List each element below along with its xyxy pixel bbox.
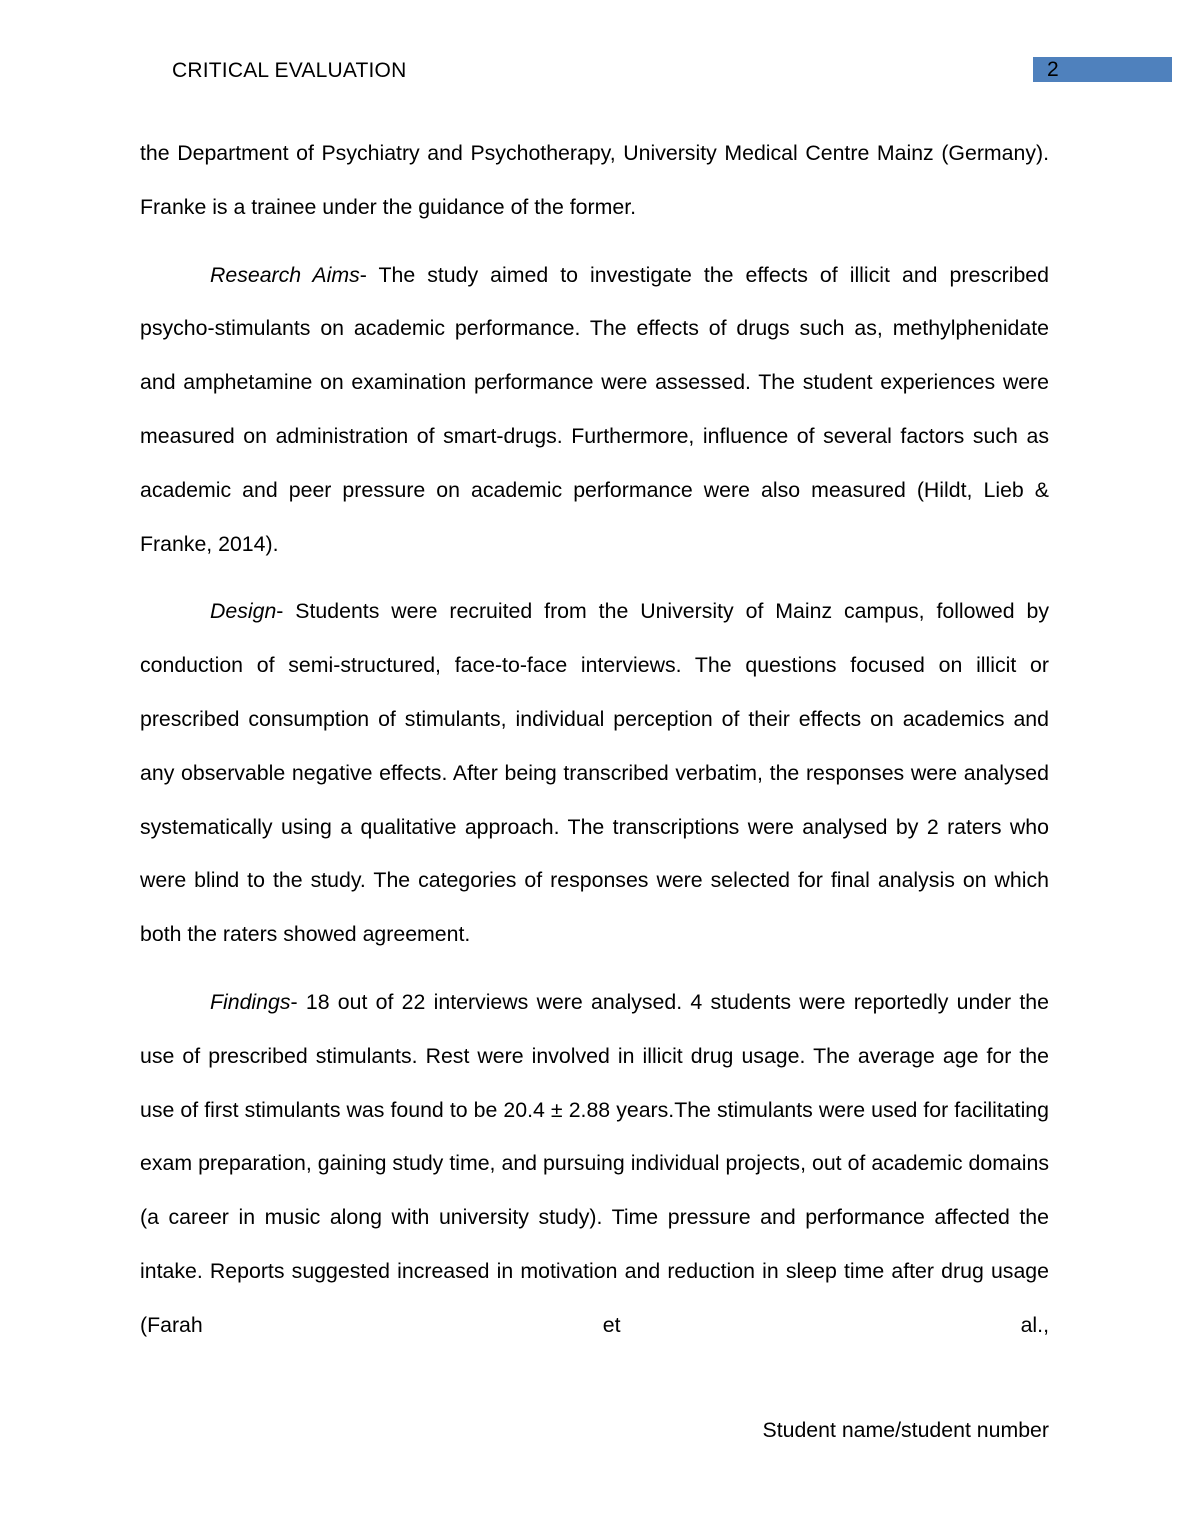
paragraph-intro-continuation <box>140 127 1049 235</box>
page-number-box <box>1033 57 1172 82</box>
paragraph-lead: Research Aims <box>210 262 360 287</box>
paragraph-design <box>140 585 1049 962</box>
paragraph-lead: Design <box>210 599 277 624</box>
page-number: 2 <box>1047 58 1059 81</box>
paragraph-text: - Students were recruited from the University of Mainz campus, followed by conduction of semi-structured, face-to-face interviews. The questions focused on illicit or prescribed consumption of stimulants, individual perception of their effects on academics and any observable negative effects. After being transcribed verbatim, the responses were analysed systematically using a qualitative approach. The transcriptions were analysed by 2 raters who were blind to the study. The categories of responses were selected for final analysis on which both the raters showed agreement. <box>140 599 1049 947</box>
paragraph-text: - 18 out of 22 interviews were analysed. 4 students were reportedly under the use of prescribed stimulants. Rest were involved in illicit drug usage. The average age for the use of first stimulants was found to be 20.4 ± 2.88 years.The stimulants were used for facilitating exam preparation, gaining study time, and pursuing individual projects, out of academic domains (a career in music along with university study). Time pressure and performance affected the intake. Reports suggested increased in motivation and reduction in sleep time after drug usage (Farah et al., <box>140 989 1049 1337</box>
paragraph-lead: Findings <box>210 989 291 1014</box>
paragraph-text: - The study aimed to investigate the effects of illicit and prescribed psycho-stimulants on academic performance. The effects of drugs such as, methylphenidate and amphetamine on examination performance were assessed. The student experiences were measured on administration of smart-drugs. Furthermore, influence of several factors such as academic and peer pressure on academic performance were also measured (Hildt, Lieb & Franke, 2014). <box>140 262 1049 556</box>
document-body <box>140 127 1049 1353</box>
paragraph-text: the Department of Psychiatry and Psychotherapy, University Medical Centre Mainz (Germany). Franke is a trainee under the guidance of the former. <box>140 141 1049 219</box>
paragraph-findings <box>140 976 1049 1353</box>
footer-student-info: Student name/student number <box>762 1418 1049 1442</box>
paragraph-research-aims <box>140 249 1049 572</box>
running-head: CRITICAL EVALUATION <box>172 59 407 82</box>
